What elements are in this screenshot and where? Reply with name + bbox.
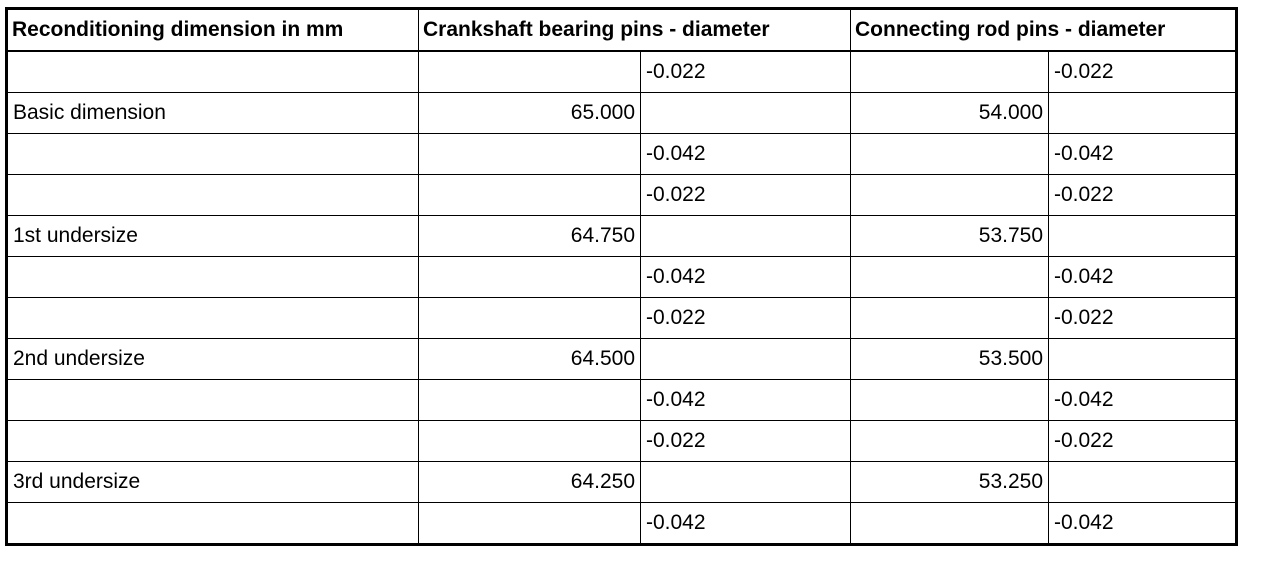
table-row	[7, 380, 1237, 421]
dimension-label	[7, 503, 419, 545]
crankshaft-tolerance	[641, 216, 851, 257]
table-row	[7, 257, 1237, 298]
header-reconditioning-dimension: Reconditioning dimension in mm	[7, 9, 419, 52]
crankshaft-nominal-value	[419, 380, 641, 421]
conrod-nominal-value	[851, 257, 1049, 298]
dimension-label	[7, 175, 419, 216]
crankshaft-tolerance: -0.022	[641, 298, 851, 339]
crankshaft-nominal-value: 65.000	[419, 93, 641, 134]
conrod-nominal-value	[851, 51, 1049, 93]
dimension-label	[7, 380, 419, 421]
table-row	[7, 51, 1237, 93]
conrod-tolerance: -0.042	[1049, 380, 1237, 421]
crankshaft-tolerance	[641, 462, 851, 503]
conrod-tolerance: -0.042	[1049, 257, 1237, 298]
table-row	[7, 298, 1237, 339]
crankshaft-tolerance: -0.042	[641, 380, 851, 421]
dimension-label: Basic dimension	[7, 93, 419, 134]
conrod-tolerance: -0.022	[1049, 298, 1237, 339]
crankshaft-nominal-value: 64.500	[419, 339, 641, 380]
conrod-tolerance	[1049, 462, 1237, 503]
dimension-label: 3rd undersize	[7, 462, 419, 503]
conrod-nominal-value: 53.750	[851, 216, 1049, 257]
table-row	[7, 175, 1237, 216]
crankshaft-tolerance: -0.022	[641, 421, 851, 462]
conrod-nominal-value	[851, 380, 1049, 421]
crankshaft-nominal-value	[419, 421, 641, 462]
table-row	[7, 134, 1237, 175]
conrod-tolerance: -0.042	[1049, 134, 1237, 175]
conrod-nominal-value: 53.250	[851, 462, 1049, 503]
conrod-tolerance: -0.042	[1049, 503, 1237, 545]
crankshaft-nominal-value	[419, 298, 641, 339]
conrod-nominal-value	[851, 175, 1049, 216]
dimension-label: 2nd undersize	[7, 339, 419, 380]
conrod-tolerance: -0.022	[1049, 175, 1237, 216]
table-row	[7, 93, 1237, 134]
header-crankshaft-bearing-pins: Crankshaft bearing pins - diameter	[419, 9, 851, 52]
conrod-nominal-value: 54.000	[851, 93, 1049, 134]
crankshaft-tolerance: -0.042	[641, 257, 851, 298]
dimension-label: 1st undersize	[7, 216, 419, 257]
dimension-label	[7, 421, 419, 462]
table-row	[7, 216, 1237, 257]
conrod-tolerance: -0.022	[1049, 421, 1237, 462]
table-row	[7, 503, 1237, 545]
crankshaft-tolerance	[641, 93, 851, 134]
crankshaft-nominal-value: 64.750	[419, 216, 641, 257]
dimension-label	[7, 298, 419, 339]
crankshaft-tolerance	[641, 339, 851, 380]
conrod-nominal-value: 53.500	[851, 339, 1049, 380]
conrod-tolerance	[1049, 216, 1237, 257]
header-row	[7, 9, 1237, 52]
conrod-nominal-value	[851, 134, 1049, 175]
crankshaft-nominal-value	[419, 257, 641, 298]
table-row	[7, 421, 1237, 462]
crankshaft-nominal-value: 64.250	[419, 462, 641, 503]
conrod-nominal-value	[851, 503, 1049, 545]
reconditioning-dimensions-table	[5, 7, 1238, 546]
crankshaft-nominal-value	[419, 175, 641, 216]
conrod-nominal-value	[851, 421, 1049, 462]
crankshaft-tolerance: -0.042	[641, 503, 851, 545]
conrod-nominal-value	[851, 298, 1049, 339]
dimension-label	[7, 51, 419, 93]
crankshaft-tolerance: -0.042	[641, 134, 851, 175]
table-row	[7, 339, 1237, 380]
table-row	[7, 462, 1237, 503]
crankshaft-nominal-value	[419, 503, 641, 545]
header-connecting-rod-pins: Connecting rod pins - diameter	[851, 9, 1237, 52]
conrod-tolerance: -0.022	[1049, 51, 1237, 93]
crankshaft-nominal-value	[419, 134, 641, 175]
dimension-label	[7, 134, 419, 175]
conrod-tolerance	[1049, 339, 1237, 380]
crankshaft-tolerance: -0.022	[641, 51, 851, 93]
crankshaft-tolerance: -0.022	[641, 175, 851, 216]
dimension-label	[7, 257, 419, 298]
conrod-tolerance	[1049, 93, 1237, 134]
crankshaft-nominal-value	[419, 51, 641, 93]
